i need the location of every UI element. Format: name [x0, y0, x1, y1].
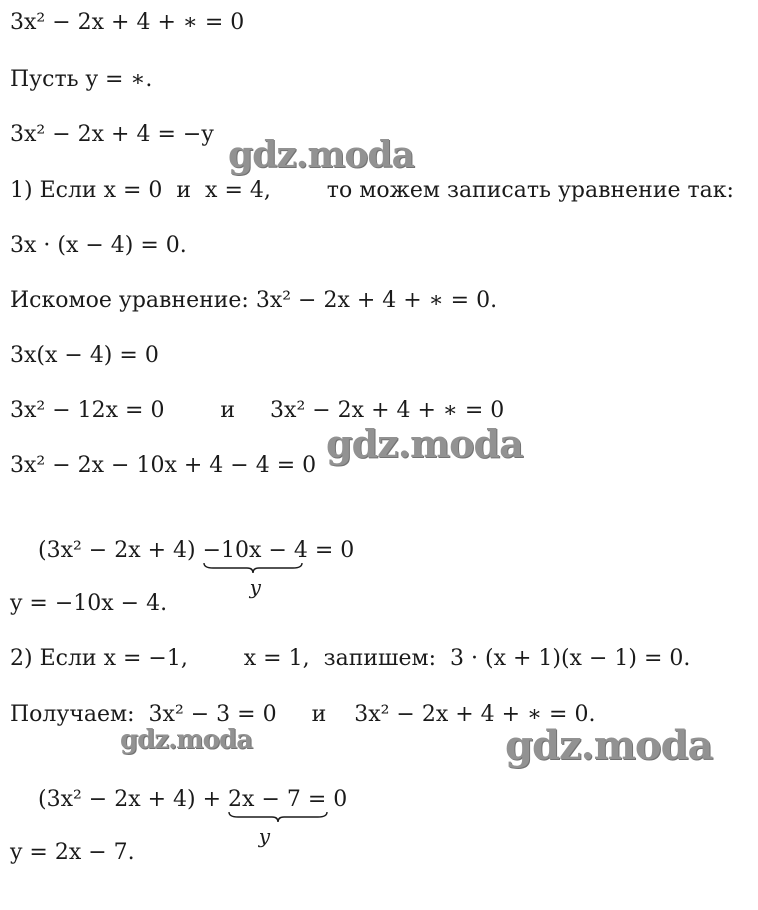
- watermark: gdz.moda: [120, 725, 253, 755]
- equation-line-5: 3x · (x − 4) = 0.: [10, 233, 187, 258]
- underbrace-group: [228, 785, 301, 848]
- watermark: gdz.moda: [326, 421, 523, 466]
- result-line-1: y = −10x − 4.: [10, 591, 168, 616]
- equation-line-3: 3x² − 2x + 4 = −y: [10, 122, 214, 147]
- let-y-line: Пусть y = ∗.: [10, 67, 153, 92]
- equation-part: = 0: [307, 538, 355, 563]
- equation-line-8: 3x² − 12x = 0 и 3x² − 2x + 4 + ∗ = 0: [10, 398, 505, 423]
- underbraced-term: 2x − 7: [228, 787, 301, 812]
- underbrace-group: [202, 536, 308, 599]
- underbrace-label: y: [249, 575, 261, 599]
- underbraced-term: −10x − 4: [202, 538, 308, 563]
- equation-part: = 0: [300, 787, 348, 812]
- equation-part: (3x² − 2x + 4): [37, 538, 203, 563]
- case-2-line: 2) Если x = −1, x = 1, запишем: 3 · (x + 1)(x − 1) = 0.: [10, 646, 691, 671]
- case-1-line: 1) Если x = 0 и x = 4, то можем записать уравнение так:: [10, 178, 734, 203]
- equation-part: (3x² − 2x + 4) +: [37, 787, 229, 812]
- result-line-2: y = 2x − 7.: [10, 840, 135, 865]
- sought-equation-line: Искомое уравнение: 3x² − 2x + 4 + ∗ = 0.: [10, 288, 498, 313]
- equation-line-10: [10, 506, 355, 599]
- obtain-line: Получаем: 3x² − 3 = 0 и 3x² − 2x + 4 + ∗ = 0.: [10, 702, 596, 727]
- equation-line-14: [10, 755, 348, 848]
- equation-line-7: 3x(x − 4) = 0: [10, 343, 159, 368]
- watermark: gdz.moda: [505, 722, 713, 769]
- watermark: gdz.moda: [228, 134, 414, 176]
- equation-line-9: 3x² − 2x − 10x + 4 − 4 = 0: [10, 453, 317, 478]
- equation-line-1: 3x² − 2x + 4 + ∗ = 0: [10, 10, 245, 35]
- underbrace-label: y: [258, 824, 271, 848]
